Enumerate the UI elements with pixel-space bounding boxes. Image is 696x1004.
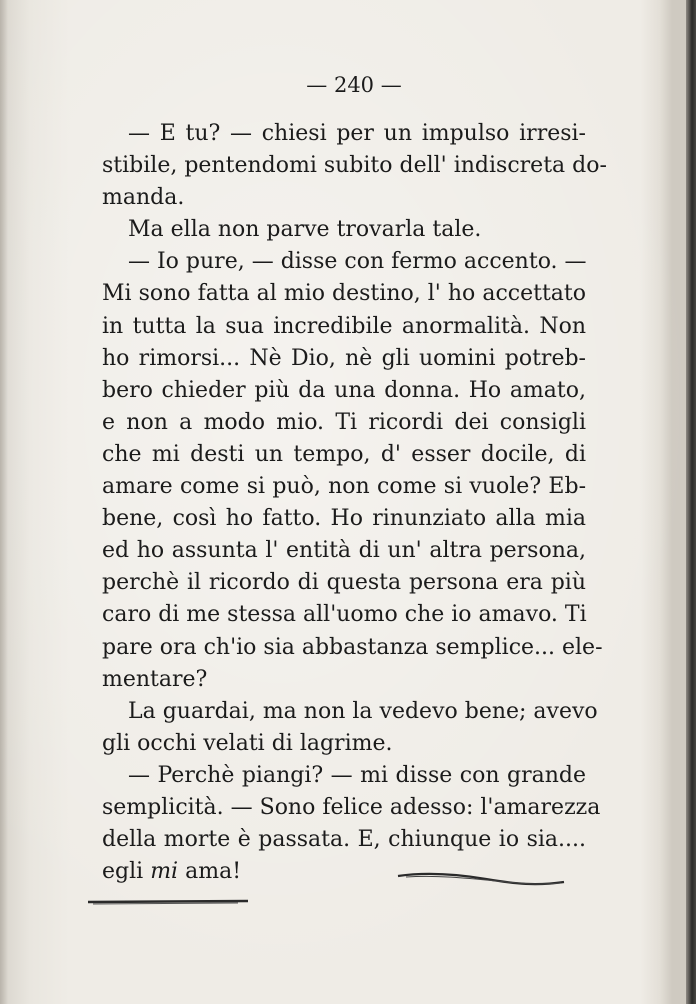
text-line: bene, così ho fatto. Ho rinunziato alla mia	[102, 506, 586, 532]
text-line: semplicità. — Sono felice adesso: l'amarezza	[102, 794, 601, 820]
text-line: mentare?	[102, 666, 208, 692]
text-line: Mi sono fatta al mio destino, l' ho accettato	[102, 281, 586, 307]
text-line: stibile, pentendomi subito dell' indiscreta do-	[102, 153, 607, 179]
text-word: ama!	[185, 859, 242, 885]
text-line: — E tu? — chiesi per un impulso irresi-	[128, 121, 586, 146]
text-line: che mi desti un tempo, d' esser docile, di	[102, 441, 586, 467]
text-line: — Perchè piangi? — mi disse con grande	[128, 762, 586, 788]
page-number: — 240 —	[306, 73, 402, 97]
text-line: bero chieder più da una donna. Ho amato,	[102, 377, 586, 403]
text-word: egli	[102, 859, 144, 885]
book-binding	[686, 0, 696, 1004]
text-line: e non a modo mio. Ti ricordi dei consigli	[102, 409, 586, 435]
text-line: gli occhi velati di lagrime.	[102, 730, 393, 756]
text-line: amare come si può, non come si vuole? Eb-	[102, 474, 586, 500]
bottom-rule	[88, 894, 248, 908]
text-line: — Io pure, — disse con fermo accento. —	[128, 249, 587, 275]
text-line: manda.	[102, 185, 185, 211]
page-left-edge	[0, 0, 8, 1004]
text-line: pare ora ch'io sia abbastanza semplice... ele-	[102, 634, 603, 660]
end-flourish	[396, 870, 566, 890]
text-line: ed ho assunta l' entità di un' altra persona,	[102, 538, 586, 564]
text-line: ho rimorsi... Nè Dio, nè gli uomini potreb-	[102, 345, 586, 371]
text-line: caro di me stessa all'uomo che io amavo. Ti	[102, 602, 587, 628]
text-line: Ma ella non parve trovarla tale.	[128, 217, 482, 243]
text-line: in tutta la sua incredibile anormalità. Non	[102, 313, 586, 339]
text-line: La guardai, ma non la vedevo bene; avevo	[128, 698, 598, 724]
italic-word: mi	[150, 859, 179, 885]
body-text	[102, 118, 607, 888]
text-line: perchè il ricordo di questa persona era più	[102, 570, 586, 596]
text-line: della morte è passata. E, chiunque io sia....	[102, 827, 586, 853]
